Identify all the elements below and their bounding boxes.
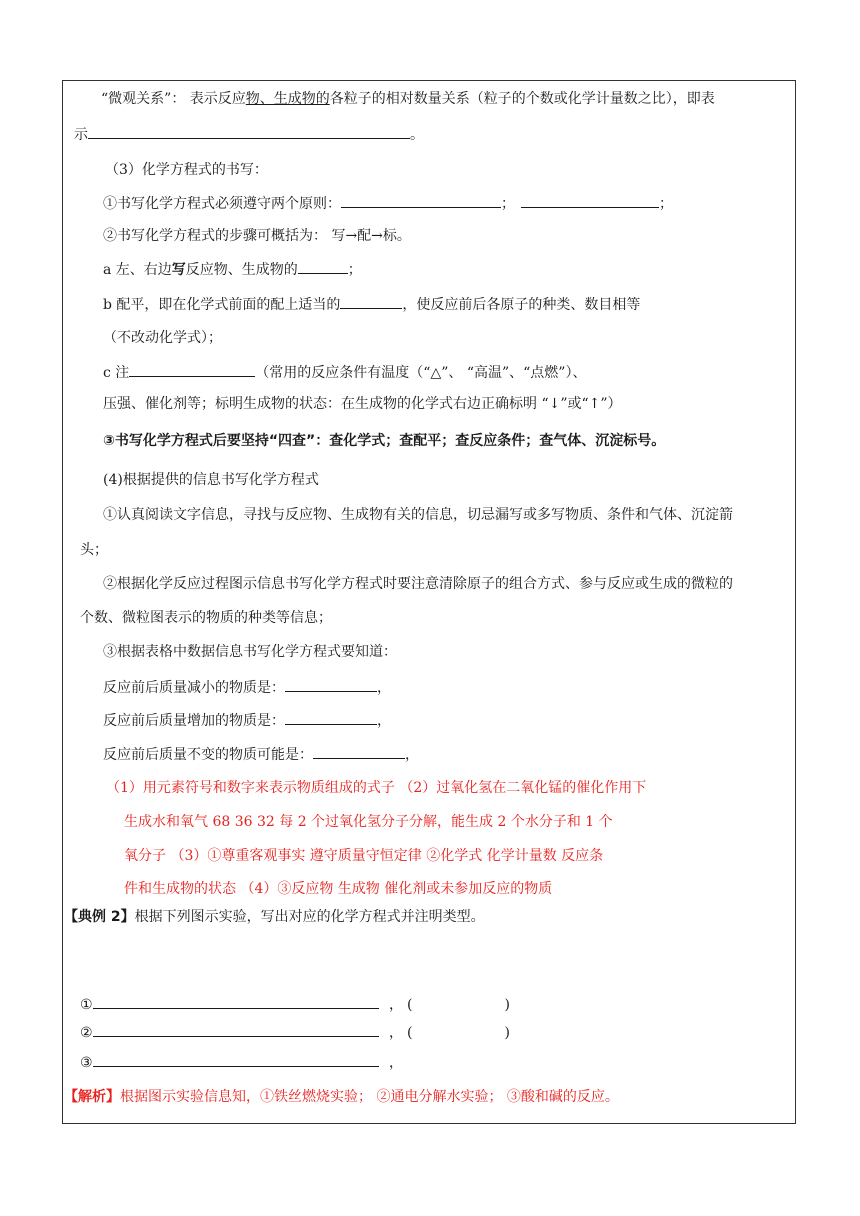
example-2-line [64,907,485,927]
section-3-title: （3）化学方程式的书写： [105,162,268,178]
text: 。 [410,127,424,143]
text: ， [389,997,404,1013]
text: ， [389,1025,404,1041]
text: 反应前后质量不变的物质可能是： [103,747,313,763]
info-3-line: ③根据表格中数据信息书写化学方程式要知道： [103,644,397,660]
fill-blank[interactable] [93,1052,379,1067]
text: 反应前后质量增加的物质是： [103,713,285,729]
text: ( [407,997,413,1013]
text: ) [504,1025,510,1041]
mass-increase-line [103,710,391,731]
text: 根据图示实验信息知，①铁丝燃烧实验； ②通电分解水实验； ③酸和碱的反应。 [120,1089,619,1105]
fill-blank[interactable] [88,124,410,139]
mass-decrease-line [103,677,391,698]
text: “微观关系”： 表示反应 [101,91,246,107]
answer-line-2: 生成水和氧气 68 36 32 每 2 个过氧化氢分子分解，能生成 2 个水分子和 1 个 [124,814,613,830]
text: ，使反应前后各原子的种类、数目相等 [402,297,641,313]
text: ， [405,747,419,763]
step-b-line [103,294,640,315]
info-1-line-2: 头； [80,542,108,558]
text: ) [504,997,510,1013]
text: 各粒子的相对数量关系（粒子的个数或化学计量数之比），即表 [329,91,715,107]
fill-blank[interactable] [285,677,377,692]
fill-blank[interactable] [341,193,501,208]
bold-text: 写 [171,262,186,278]
step-b-line-2: （不改动化学式）； [103,330,222,346]
micro-relation-line [101,89,715,109]
answer-line-3: 氧分子 （3）①尊重客观事实 遵守质量守恒定律 ②化学式 化学计量数 反应条 [124,848,604,864]
fill-blank[interactable] [129,362,255,377]
text: ①书写化学方程式必须遵守两个原则： [103,196,341,212]
step-a-line [103,259,362,280]
text: ； [501,196,515,212]
equation-1-line [80,994,510,1015]
text: 示 [74,127,88,143]
fill-blank[interactable] [340,294,402,309]
text: ① [80,997,93,1013]
info-2-line: ②根据化学反应过程图示信息书写化学方程式时要注意清除原子的组合方式、参与反应或生成的微粒的 [103,576,733,592]
info-2-line-2: 个数、微粒图表示的物质的种类等信息； [80,610,332,626]
analysis-tag: 【解析】 [64,1089,120,1105]
answer-line-4: 件和生成物的状态 （4）③反应物 生成物 催化剂或未参加反应的物质 [124,881,553,897]
fill-blank[interactable] [313,744,405,759]
text: （常用的反应条件有温度（“△”、 “高温”、“点燃”）、 [255,365,587,381]
equation-2-line [80,1022,510,1043]
analysis-line [64,1087,619,1107]
text: ( [407,1025,413,1041]
micro-relation-line-2 [74,124,424,145]
four-checks-line: ③书写化学方程式后要坚持“四查”：查化学式；查配平；查反应条件；查气体、沉淀标号。 [103,433,666,449]
text: 反应前后质量减小的物质是： [103,680,285,696]
info-1-line: ①认真阅读文字信息，寻找与反应物、生成物有关的信息，切忌漏写或多写物质、条件和气体、沉淀箭 [103,507,733,523]
text: ③ [80,1055,93,1071]
answer-line-1: （1）用元素符号和数字来表示物质组成的式子 （2）过氧化氢在二氧化锰的催化作用下 [106,780,647,796]
step-c-line [103,362,586,383]
steps-line: ②书写化学方程式的步骤可概括为： 写→配→标。 [103,228,411,244]
text: ； [659,196,673,212]
fill-blank[interactable] [93,994,379,1009]
text: ， [377,680,391,696]
fill-blank[interactable] [521,193,659,208]
mass-unchanged-line [103,744,419,765]
section-4-title: (4)根据提供的信息书写化学方程式 [103,472,319,488]
example-tag: 【典例 2】 [64,909,135,925]
text: ② [80,1025,93,1041]
text: c 注 [103,365,130,381]
fill-blank[interactable] [285,710,377,725]
fill-blank[interactable] [298,259,348,274]
text: 根据下列图示实验，写出对应的化学方程式并注明类型。 [134,909,485,925]
underlined-text: 物、生成物的 [245,91,330,107]
text: b 配平，即在化学式前面的配上适当的 [103,297,341,313]
text: ； [347,262,362,278]
text: a 左、右边 [103,262,172,278]
text: ， [377,713,391,729]
equation-3-line [80,1052,403,1073]
fill-blank[interactable] [93,1022,379,1037]
principles-line [103,193,673,214]
step-c-line-2: 压强、催化剂等；标明生成物的状态：在生成物的化学式右边正确标明 “↓”或“↑”） [103,396,622,412]
text: 反应物、生成物的 [185,262,298,278]
text: ， [389,1055,404,1071]
